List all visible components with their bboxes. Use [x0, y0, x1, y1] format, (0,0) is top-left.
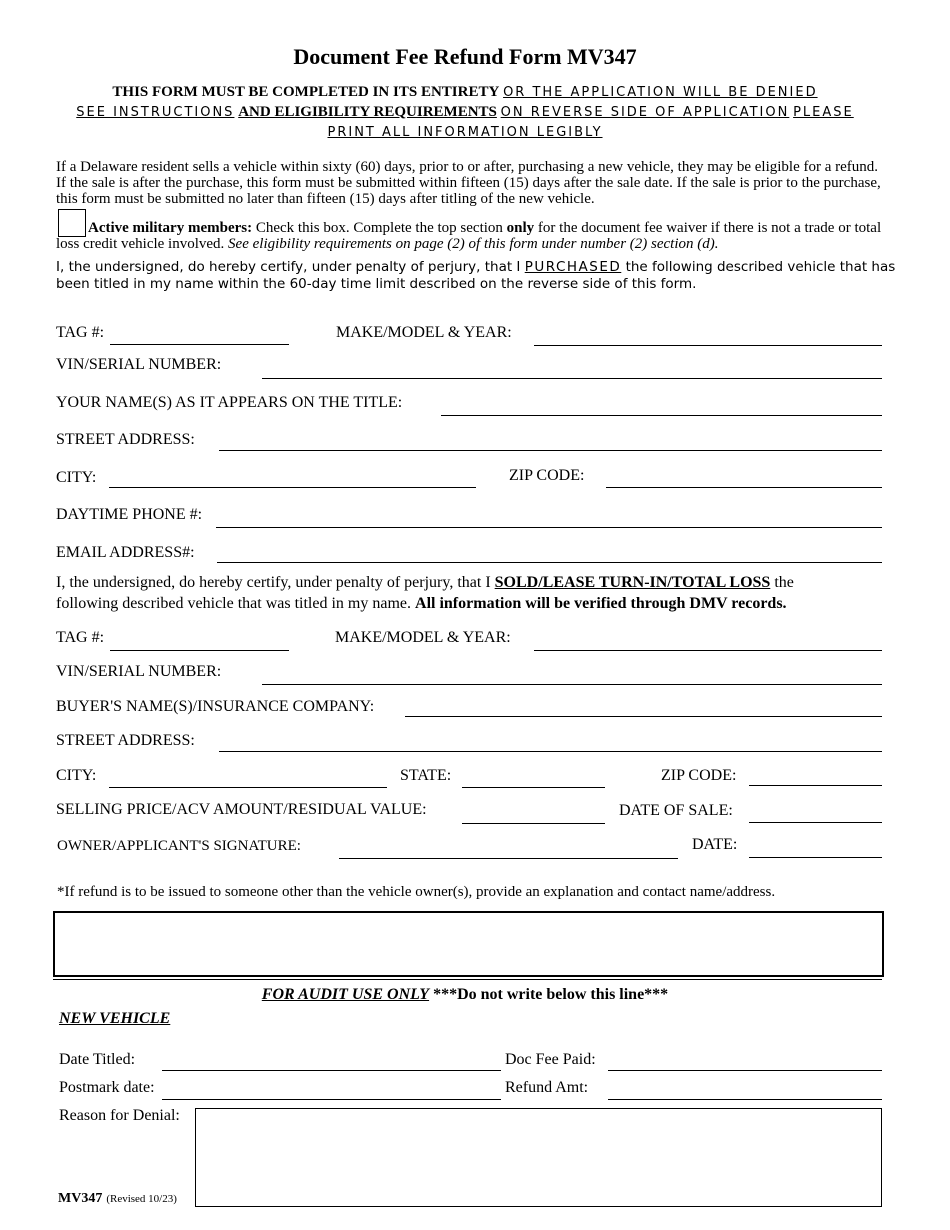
purchased-zip-input[interactable] — [606, 487, 882, 488]
sold-cert-line-2-text: following described vehicle that was titled in my name. — [56, 595, 412, 612]
revision-date: (Revised 10/23) — [106, 1193, 177, 1205]
sold-city-input[interactable] — [109, 787, 387, 788]
purchased-cert-before: I, the undersigned, do hereby certify, under penalty of perjury, that I — [56, 259, 521, 275]
sold-zip-input[interactable] — [749, 785, 882, 786]
purchased-phone-input[interactable] — [216, 527, 882, 528]
header-line-3 — [0, 124, 930, 141]
purchased-tag-input[interactable] — [110, 344, 289, 345]
purchased-city-input[interactable] — [109, 487, 476, 488]
form-footer — [58, 1189, 177, 1207]
sold-state-label: STATE: — [400, 767, 452, 784]
date-titled-label: Date Titled: — [59, 1051, 136, 1068]
reason-label: Reason for Denial: — [59, 1107, 180, 1124]
sold-tag-input[interactable] — [110, 650, 289, 651]
header-please: PLEASE — [793, 105, 854, 120]
military-only: only — [506, 220, 535, 236]
sold-zip-label: ZIP CODE: — [661, 767, 737, 784]
military-text-1: Check this box. Complete the top section — [255, 220, 503, 236]
sold-state-input[interactable] — [462, 787, 605, 788]
refund-amt-label: Refund Amt: — [505, 1079, 589, 1096]
sold-city-label: CITY: — [56, 767, 97, 784]
doc-fee-label: Doc Fee Paid: — [505, 1051, 596, 1068]
form-number: MV347 — [58, 1191, 103, 1206]
signature-date-input[interactable] — [749, 857, 882, 858]
purchased-cert-line-2: been titled in my name within the 60-day time limit described on the reverse side of this form. — [56, 276, 697, 292]
header-print-legibly: PRINT ALL INFORMATION LEGIBLY — [327, 125, 603, 140]
sold-cert-before: I, the undersigned, do hereby certify, under penalty of perjury, that I — [56, 574, 491, 591]
sold-street-input[interactable] — [219, 751, 882, 752]
military-paragraph — [56, 220, 886, 252]
purchased-cert-after: the following described vehicle that has — [625, 259, 896, 275]
sold-street-label: STREET ADDRESS: — [56, 732, 195, 749]
purchased-keyword: PURCHASED — [524, 259, 622, 275]
sold-buyer-input[interactable] — [405, 716, 882, 717]
purchased-email-label: EMAIL ADDRESS#: — [56, 544, 195, 561]
header-eligibility: AND ELIGIBILITY REQUIREMENTS — [238, 104, 497, 120]
header-bold-1: THIS FORM MUST BE COMPLETED IN ITS ENTIRETY — [112, 84, 500, 100]
header-reverse-side: ON REVERSE SIDE OF APPLICATION — [500, 105, 790, 120]
signature-label: OWNER/APPLICANT'S SIGNATURE: — [57, 838, 301, 854]
header-line-1 — [0, 84, 930, 101]
refund-explanation-box[interactable] — [53, 911, 884, 977]
sold-tag-label: TAG #: — [56, 629, 105, 646]
sold-cert-line-2 — [56, 595, 787, 613]
purchased-vin-label: VIN/SERIAL NUMBER: — [56, 356, 222, 373]
sold-price-label: SELLING PRICE/ACV AMOUNT/RESIDUAL VALUE: — [56, 801, 427, 818]
doc-fee-input[interactable] — [608, 1070, 882, 1071]
header-line-2 — [0, 104, 930, 121]
sold-make-input[interactable] — [534, 650, 882, 651]
page-title: Document Fee Refund Form MV347 — [293, 44, 637, 69]
signature-input[interactable] — [339, 858, 678, 859]
purchased-make-label: MAKE/MODEL & YEAR: — [336, 324, 512, 341]
military-eligibility-note: See eligibility requirements on page (2) of this form under number (2) section (d). — [228, 236, 719, 252]
sold-keyword: SOLD/LEASE TURN-IN/TOTAL LOSS — [494, 574, 771, 591]
sold-date-of-sale-label: DATE OF SALE: — [619, 802, 733, 819]
purchased-tag-label: TAG #: — [56, 324, 105, 341]
military-label: Active military members: — [88, 220, 253, 236]
refund-amt-input[interactable] — [608, 1099, 882, 1100]
purchased-street-input[interactable] — [219, 450, 882, 451]
purchased-name-label: YOUR NAME(S) AS IT APPEARS ON THE TITLE: — [56, 394, 403, 411]
sold-vin-input[interactable] — [262, 684, 882, 685]
purchased-zip-label: ZIP CODE: — [509, 467, 585, 484]
date-titled-input[interactable] — [162, 1070, 501, 1071]
new-vehicle-heading — [59, 1010, 170, 1028]
purchased-street-label: STREET ADDRESS: — [56, 431, 195, 448]
purchased-vin-input[interactable] — [262, 378, 882, 379]
intro-paragraph: If a Delaware resident sells a vehicle within sixty (60) days, prior to or after, purchasing a new vehicle, they may be eligible for a refund. If the sale is after the purchase, this form must be submitted within fifteen (15) days after the sale date. If the sale is prior to the purchase, this form must be submitted no later than fifteen (15) days after titling of the new vehicle. — [56, 159, 881, 207]
military-text-2: for the document fee waiver if there is not a trade or total loss credit vehicle involved. — [56, 220, 882, 252]
sold-vin-label: VIN/SERIAL NUMBER: — [56, 663, 222, 680]
sold-date-of-sale-input[interactable] — [749, 822, 882, 823]
purchased-email-input[interactable] — [217, 562, 882, 563]
refund-note: *If refund is to be issued to someone other than the vehicle owner(s), provide an explanation and contact name/address. — [57, 884, 776, 900]
purchased-make-input[interactable] — [534, 345, 882, 346]
sold-price-input[interactable] — [462, 823, 605, 824]
signature-date-label: DATE: — [692, 836, 738, 853]
audit-warning: ***Do not write below this line*** — [433, 986, 669, 1003]
purchased-name-input[interactable] — [441, 415, 882, 416]
purchased-cert-line-1 — [56, 259, 895, 275]
sold-cert-after: the — [774, 574, 794, 591]
new-vehicle-label: NEW VEHICLE — [59, 1010, 171, 1027]
sold-cert-verified: All information will be verified through DMV records. — [415, 595, 787, 612]
purchased-phone-label: DAYTIME PHONE #: — [56, 506, 203, 523]
separator-line — [53, 979, 882, 980]
header-instructions: SEE INSTRUCTIONS — [76, 105, 235, 120]
audit-heading — [0, 986, 930, 1004]
sold-cert-line-1 — [56, 574, 794, 592]
sold-buyer-label: BUYER'S NAME(S)/INSURANCE COMPANY: — [56, 698, 375, 715]
reason-denial-box[interactable] — [195, 1108, 882, 1207]
postmark-input[interactable] — [162, 1099, 501, 1100]
postmark-label: Postmark date: — [59, 1079, 155, 1096]
header-denied: OR THE APPLICATION WILL BE DENIED — [503, 85, 818, 100]
audit-title: FOR AUDIT USE ONLY — [261, 986, 430, 1003]
sold-make-label: MAKE/MODEL & YEAR: — [335, 629, 511, 646]
purchased-city-label: CITY: — [56, 469, 97, 486]
